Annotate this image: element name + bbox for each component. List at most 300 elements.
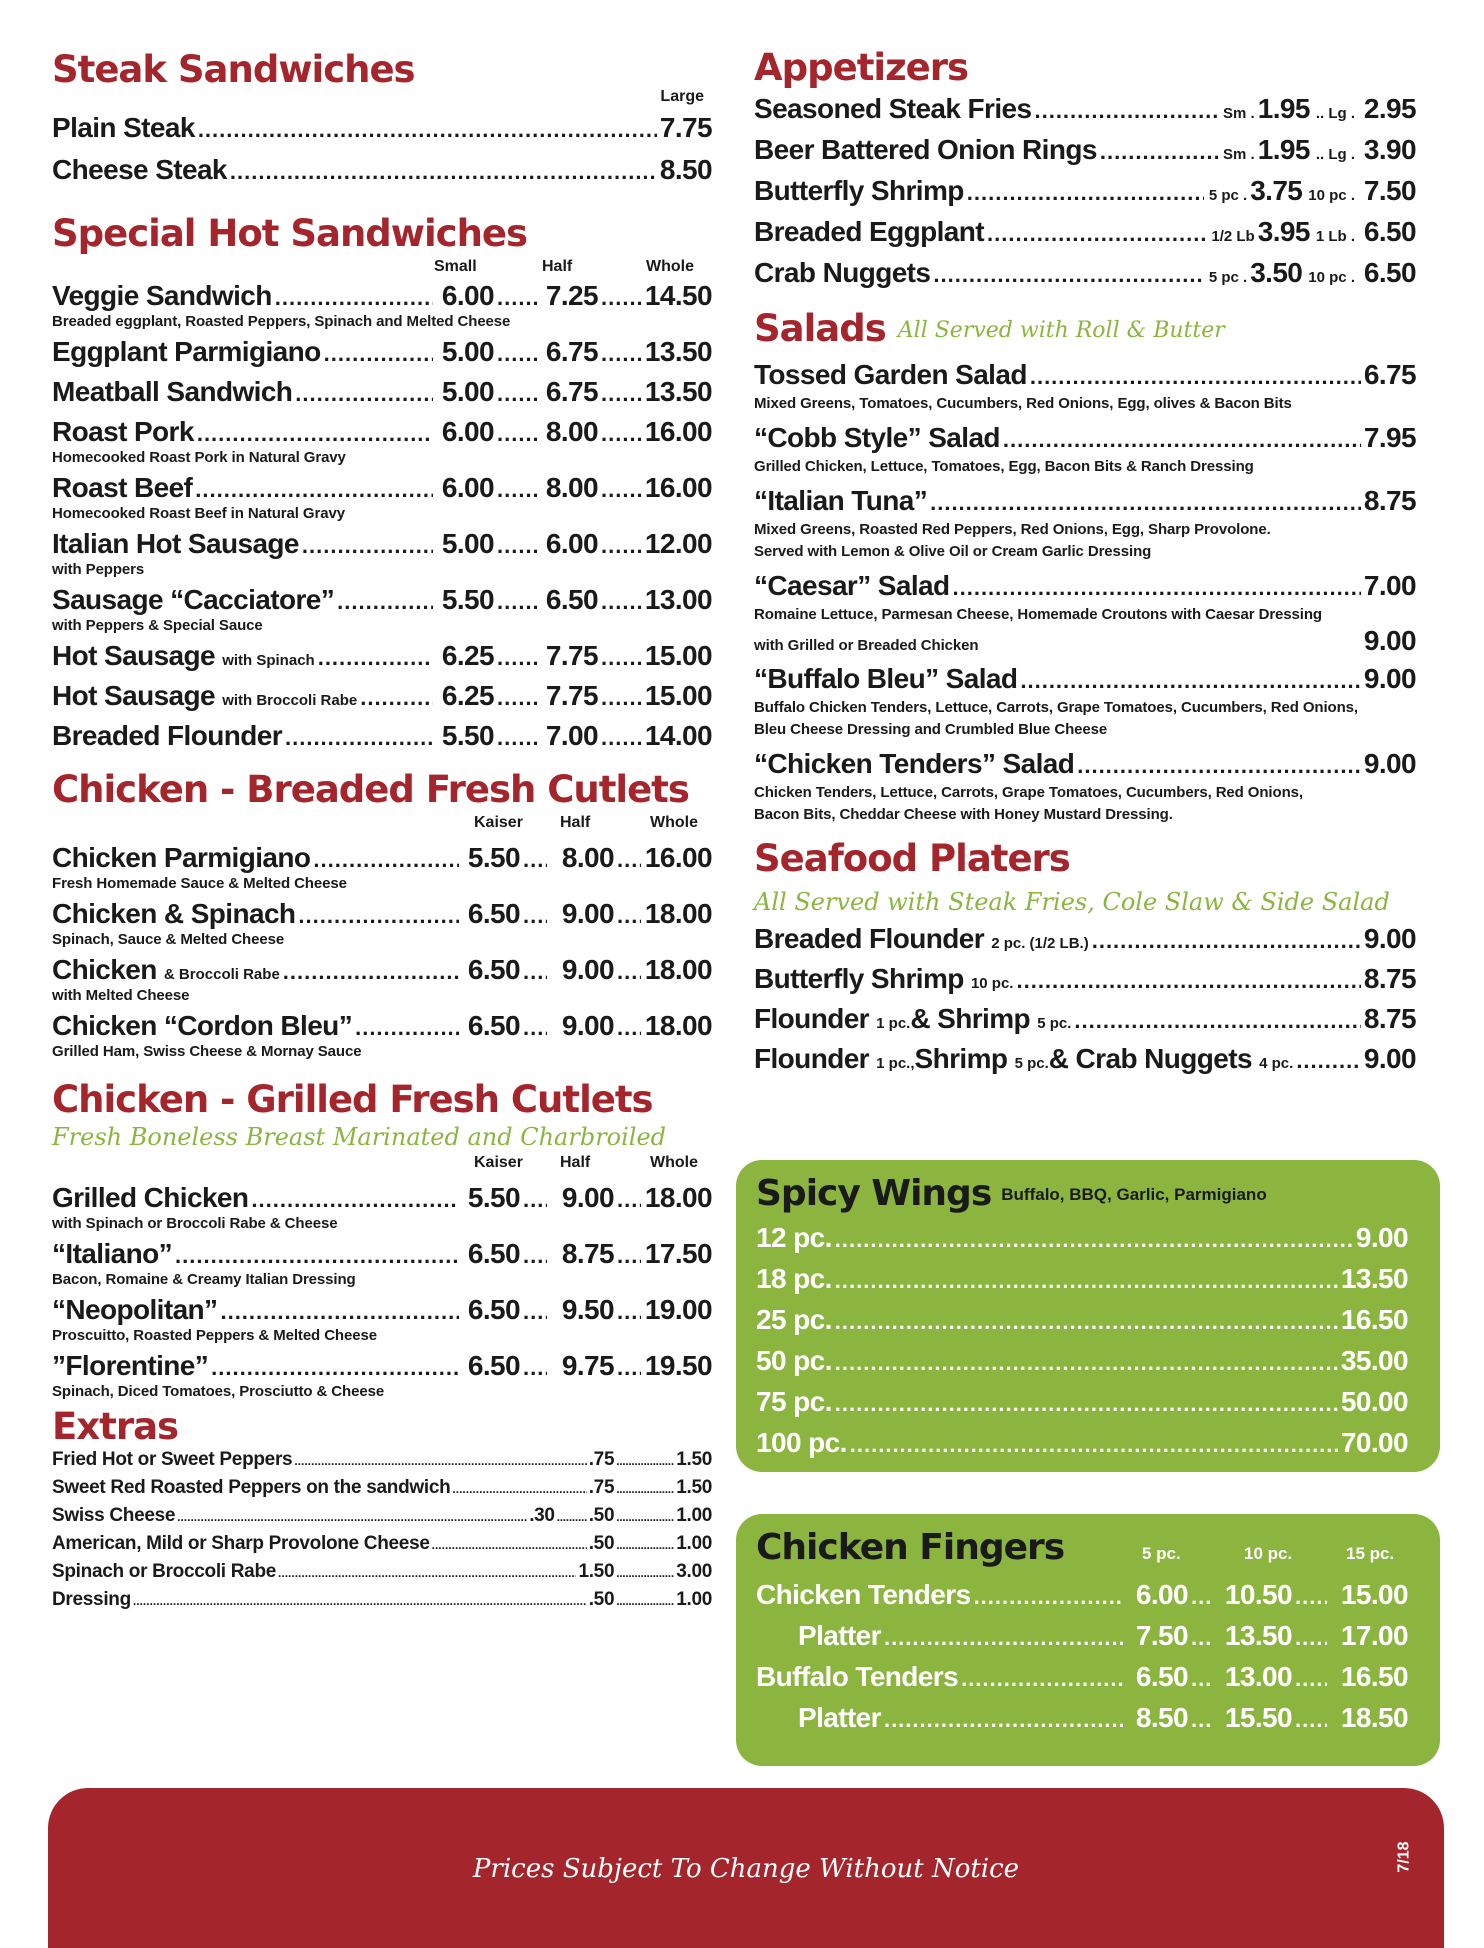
item-description: Grilled Chicken, Lettuce, Tomatoes, Egg, Bacon Bits & Ranch Dressing [754, 458, 1254, 475]
header-5pc: 5 pc. [1142, 1544, 1181, 1563]
menu-item [754, 921, 1416, 957]
item-price: 9.00 [1363, 1043, 1416, 1074]
salad-items [754, 357, 1416, 825]
wing-price: 16.50 [1340, 1304, 1408, 1335]
menu-item [754, 1001, 1416, 1037]
panel-title [756, 1526, 1408, 1570]
header-whole: Whole [650, 814, 698, 831]
item-description: Mixed Greens, Roasted Red Peppers, Red Onions, Egg, Sharp Provolone. [754, 521, 1271, 538]
section-title: Chicken - Grilled Fresh Cutlets [52, 1078, 653, 1121]
menu-item [754, 252, 1416, 293]
seafood-section [754, 837, 1416, 1077]
hot-items [52, 278, 712, 758]
breaded-items [52, 840, 712, 1062]
item-name: “Neopolitan” [52, 1294, 218, 1325]
item-name: Breaded Eggplant [754, 216, 984, 247]
wing-item [756, 1258, 1408, 1299]
section-title: Appetizers [754, 46, 968, 89]
price-5pc: 6.00 [1135, 1579, 1188, 1610]
header-small: Small [434, 258, 477, 275]
item-name: Cheese Steak [52, 154, 227, 185]
price-2: 7.00 [545, 720, 598, 751]
wing-item [756, 1299, 1408, 1340]
price-1: .50 [588, 1589, 615, 1610]
item-name: Chicken & Spinach [52, 898, 296, 929]
price-1: 6.00 [441, 280, 494, 311]
footer-note: Prices Subject To Change Without Notice [472, 1854, 1020, 1884]
menu-item [52, 152, 712, 188]
price-5pc: 6.50 [1135, 1661, 1188, 1692]
menu-item [52, 374, 712, 410]
item-price: 6.75 [1363, 359, 1416, 390]
footer-banner [48, 1788, 1444, 1948]
price-2: 1.50 [676, 1449, 712, 1470]
item-description: Fresh Homemade Sauce & Melted Cheese [52, 875, 347, 892]
size-label-1: 5 pc . [1208, 187, 1248, 204]
price-2: 6.75 [545, 376, 598, 407]
price-3: 16.00 [644, 416, 712, 447]
finger-item [756, 1615, 1408, 1656]
price-5pc: 7.50 [1135, 1620, 1188, 1651]
price-2: 2.95 [1363, 93, 1416, 124]
finger-item [756, 1574, 1408, 1615]
wing-price: 35.00 [1340, 1345, 1408, 1376]
menu-item [754, 170, 1416, 211]
extra-item [52, 1558, 712, 1586]
section-title: Steak Sandwiches [52, 48, 415, 91]
price-3: 19.50 [644, 1350, 712, 1381]
price-3: 18.00 [644, 954, 712, 985]
column-headers [52, 256, 712, 278]
item-name: Flounder [754, 1043, 869, 1074]
price-2: 7.75 [545, 680, 598, 711]
price-15pc: 18.50 [1340, 1702, 1408, 1733]
price-10pc: 13.00 [1224, 1661, 1292, 1692]
menu-item [754, 568, 1416, 604]
special-hot-sandwiches-section [52, 212, 712, 758]
wing-item [756, 1217, 1408, 1258]
size-label-2: 1 Lb . [1315, 228, 1355, 245]
menu-item [754, 961, 1416, 997]
item-name: Roast Pork [52, 416, 194, 447]
item-name: ”Florentine” [52, 1350, 209, 1381]
price-3: 13.50 [644, 336, 712, 367]
wing-qty: 12 pc. [756, 1222, 832, 1253]
item-name: Veggie Sandwich [52, 280, 272, 311]
item-name: Chicken Tenders [756, 1579, 971, 1610]
item-name: Hot Sausage [52, 680, 215, 711]
price-1: 1.95 [1257, 134, 1310, 165]
item-name: Spinach or Broccoli Rabe [52, 1561, 277, 1582]
item-price: 8.75 [1363, 1003, 1416, 1034]
wing-items [756, 1217, 1408, 1463]
price-2: 1.00 [676, 1589, 712, 1610]
item-description: Proscuitto, Roasted Peppers & Melted Cheese [52, 1327, 377, 1344]
header-kaiser: Kaiser [474, 1154, 523, 1171]
item-note: 5 pc. [1037, 1015, 1072, 1032]
menu-item [52, 952, 712, 988]
item-name: & Crab Nuggets [1048, 1043, 1252, 1074]
item-description: Homecooked Roast Beef in Natural Gravy [52, 505, 345, 522]
item-name: Sausage “Cacciatore” [52, 584, 335, 615]
header-half: Half [560, 814, 591, 831]
menu-item [52, 1348, 712, 1384]
wing-qty: 75 pc. [756, 1386, 832, 1417]
menu-item [52, 840, 712, 876]
section-title: Special Hot Sandwiches [52, 212, 528, 255]
price-2: 8.00 [545, 416, 598, 447]
header-kaiser: Kaiser [474, 814, 523, 831]
price-1: 5.50 [441, 584, 494, 615]
price-2: 7.50 [1363, 175, 1416, 206]
wing-price: 50.00 [1340, 1386, 1408, 1417]
item-description: Romaine Lettuce, Parmesan Cheese, Homemade Croutons with Caesar Dressing [754, 606, 1322, 623]
header-half: Half [542, 258, 573, 275]
section-title: Extras [52, 1405, 179, 1448]
extras-section [52, 1405, 712, 1614]
price-15pc: 15.00 [1340, 1579, 1408, 1610]
item-name: Crab Nuggets [754, 257, 931, 288]
menu-item [52, 582, 712, 618]
item-name: Butterfly Shrimp [754, 175, 964, 206]
price-2: 6.50 [545, 584, 598, 615]
item-description: Breaded eggplant, Roasted Peppers, Spinach and Melted Cheese [52, 313, 511, 330]
extra-item [52, 1530, 712, 1558]
item-name: Sweet Red Roasted Peppers on the sandwich [52, 1477, 451, 1498]
menu-item [754, 661, 1416, 697]
item-name: Italian Hot Sausage [52, 528, 299, 559]
chicken-fingers-panel [736, 1514, 1440, 1766]
menu-item [754, 1041, 1416, 1077]
spicy-wings-panel [736, 1160, 1440, 1472]
menu-item [754, 88, 1416, 129]
item-description: Chicken Tenders, Lettuce, Carrots, Grape Tomatoes, Cucumbers, Red Onions, [754, 784, 1303, 801]
menu-item [52, 1180, 712, 1216]
price-2: 8.75 [561, 1238, 614, 1269]
wing-qty: 100 pc. [756, 1427, 847, 1458]
addon-description: with Grilled or Breaded Chicken [754, 637, 979, 654]
wing-item [756, 1340, 1408, 1381]
item-name: Swiss Cheese [52, 1505, 176, 1526]
size-label-2: 10 pc . [1308, 269, 1355, 286]
menu-item [754, 746, 1416, 782]
price-2: 6.75 [545, 336, 598, 367]
price-2: 6.50 [1363, 257, 1416, 288]
price-2: 9.00 [561, 898, 614, 929]
item-description: Bleu Cheese Dressing and Crumbled Blue Cheese [754, 721, 1108, 738]
menu-item [754, 420, 1416, 456]
price-3: 17.50 [644, 1238, 712, 1269]
item-name: Buffalo Tenders [756, 1661, 959, 1692]
salads-title: Salads [754, 307, 886, 350]
item-name: Eggplant Parmigiano [52, 336, 321, 367]
header-whole: Whole [650, 1154, 698, 1171]
item-description: Spinach, Diced Tomatoes, Prosciutto & Cheese [52, 1383, 385, 1400]
section-subtitle: Fresh Boneless Breast Marinated and Charbroiled [52, 1123, 667, 1151]
price-15pc: 16.50 [1340, 1661, 1408, 1692]
item-price: 9.00 [1363, 923, 1416, 954]
appetizer-items [754, 88, 1416, 293]
item-price: 9.00 [1363, 663, 1416, 694]
price-1: 5.00 [441, 528, 494, 559]
price-1: .75 [588, 1449, 615, 1470]
item-name: Chicken [52, 954, 157, 985]
item-price: 7.75 [659, 112, 712, 143]
item-name: Breaded Flounder [52, 720, 282, 751]
item-name: Platter [798, 1702, 881, 1733]
price-1: 5.00 [441, 336, 494, 367]
item-note: 5 pc. [1014, 1055, 1049, 1072]
price-1: 1.95 [1257, 93, 1310, 124]
size-label-1: Sm . [1223, 105, 1255, 122]
menu-item [754, 211, 1416, 252]
panel-title [756, 1172, 1408, 1217]
item-name: “Caesar” Salad [754, 570, 950, 601]
item-name: Meatball Sandwich [52, 376, 293, 407]
price-3: 18.00 [644, 1010, 712, 1041]
price-10pc: 15.50 [1224, 1702, 1292, 1733]
item-note: 1 pc., [876, 1055, 915, 1072]
item-description: Homecooked Roast Pork in Natural Gravy [52, 449, 346, 466]
price-3: 19.00 [644, 1294, 712, 1325]
item-name: Butterfly Shrimp [754, 963, 964, 994]
price-3: 13.00 [644, 584, 712, 615]
price-2: 9.00 [561, 1182, 614, 1213]
price-1: 5.50 [441, 720, 494, 751]
price-2: 9.00 [561, 954, 614, 985]
price-1: 6.00 [441, 416, 494, 447]
item-description: with Peppers & Special Sauce [52, 617, 263, 634]
item-note: 10 pc. [970, 975, 1014, 992]
price-2: 1.00 [676, 1533, 712, 1554]
menu-item [754, 129, 1416, 170]
item-description: Bacon Bits, Cheddar Cheese with Honey Mustard Dressing. [754, 806, 1173, 823]
wing-qty: 25 pc. [756, 1304, 832, 1335]
wing-qty: 50 pc. [756, 1345, 832, 1376]
item-description: with Melted Cheese [52, 987, 190, 1004]
wing-item [756, 1422, 1408, 1463]
item-name: Hot Sausage [52, 640, 215, 671]
size-label-2: .. Lg . [1315, 146, 1355, 163]
price-2: 1.00 [676, 1505, 712, 1526]
price-1: 6.50 [467, 954, 520, 985]
extra-item [52, 1474, 712, 1502]
item-note: with Broccoli Rabe [222, 692, 358, 709]
menu-item [52, 718, 712, 754]
menu-item [52, 1236, 712, 1272]
item-name: Roast Beef [52, 472, 193, 503]
item-name: Fried Hot or Sweet Peppers [52, 1449, 293, 1470]
item-name: Grilled Chicken [52, 1182, 249, 1213]
price-1: .50 [588, 1533, 615, 1554]
item-name: Breaded Flounder [754, 923, 984, 954]
price-2: 1.50 [676, 1477, 712, 1498]
price-1: 6.50 [467, 1294, 520, 1325]
price-2: 3.90 [1363, 134, 1416, 165]
menu-item [52, 414, 712, 450]
price-1: 3.75 [1250, 175, 1303, 206]
wing-item [756, 1381, 1408, 1422]
column-headers [52, 1152, 712, 1174]
item-description: Served with Lemon & Olive Oil or Cream Garlic Dressing [754, 543, 1152, 560]
price-1: 5.00 [441, 376, 494, 407]
item-description: Spinach, Sauce & Melted Cheese [52, 931, 285, 948]
menu-item [52, 638, 712, 674]
price-3: 18.00 [644, 1182, 712, 1213]
column-headers [52, 88, 712, 110]
left-column [52, 48, 712, 1614]
price-2: 7.25 [545, 280, 598, 311]
price-2: 8.00 [561, 842, 614, 873]
column-headers [52, 812, 712, 834]
item-name: Beer Battered Onion Rings [754, 134, 1097, 165]
item-note: with Spinach [222, 652, 315, 669]
price-1: .50 [588, 1505, 615, 1526]
section-title [754, 307, 1416, 351]
addon-price: 9.00 [1363, 625, 1416, 656]
grilled-items [52, 1180, 712, 1402]
price-5pc: 8.50 [1135, 1702, 1188, 1733]
menu-item [52, 334, 712, 370]
price-1: .75 [588, 1477, 615, 1498]
wing-price: 13.50 [1340, 1263, 1408, 1294]
item-description: Mixed Greens, Tomatoes, Cucumbers, Red Onions, Egg, olives & Bacon Bits [754, 395, 1292, 412]
size-label-1: 5 pc . [1208, 269, 1248, 286]
price-3: 14.50 [644, 280, 712, 311]
finger-items [756, 1574, 1408, 1738]
item-name: Platter [798, 1620, 881, 1651]
extras-items [52, 1446, 712, 1614]
item-name: “Chicken Tenders” Salad [754, 748, 1075, 779]
price-1: 6.50 [467, 1238, 520, 1269]
price-2: 8.00 [545, 472, 598, 503]
size-label-2: 10 pc . [1308, 187, 1355, 204]
finger-item [756, 1697, 1408, 1738]
item-name: & Shrimp [910, 1003, 1030, 1034]
item-price: 8.75 [1363, 963, 1416, 994]
section-subtitle: All Served with Roll & Butter [897, 317, 1225, 343]
price-3: 12.00 [644, 528, 712, 559]
price-3: 14.00 [644, 720, 712, 751]
breaded-cutlets-section [52, 768, 712, 1062]
header-whole: Whole [646, 258, 694, 275]
price-1: 6.50 [467, 1010, 520, 1041]
size-label-1: Sm . [1223, 146, 1255, 163]
menu-item [52, 110, 712, 146]
price-3: 16.00 [644, 842, 712, 873]
price-1: 3.95 [1257, 216, 1310, 247]
price-1: 6.50 [467, 1350, 520, 1381]
item-name: Seasoned Steak Fries [754, 93, 1032, 124]
menu-item [754, 357, 1416, 393]
item-note: 4 pc. [1259, 1055, 1294, 1072]
item-name: “Italiano” [52, 1238, 173, 1269]
price-10pc: 13.50 [1224, 1620, 1292, 1651]
item-name: American, Mild or Sharp Provolone Cheese [52, 1533, 430, 1554]
header-15pc: 15 pc. [1346, 1544, 1395, 1563]
item-name: Shrimp [914, 1043, 1008, 1074]
item-description: with Spinach or Broccoli Rabe & Cheese [52, 1215, 338, 1232]
salads-section [754, 307, 1416, 825]
price-2: 9.75 [561, 1350, 614, 1381]
size-label-2: .. Lg . [1315, 105, 1355, 122]
price-1: 5.50 [467, 1182, 520, 1213]
price-1: 3.50 [1250, 257, 1303, 288]
menu-item [52, 678, 712, 714]
header-large: Large [660, 88, 704, 105]
menu-item [754, 483, 1416, 519]
item-name: “Italian Tuna” [754, 485, 928, 516]
item-price: 7.00 [1363, 570, 1416, 601]
item-name: Flounder [754, 1003, 869, 1034]
price-1: 6.00 [441, 472, 494, 503]
section-title: Seafood Platers [754, 837, 1070, 880]
footer-code: 7/18 [1395, 1841, 1413, 1873]
price-2: 6.50 [1363, 216, 1416, 247]
finger-item [756, 1656, 1408, 1697]
price-3: 18.00 [644, 898, 712, 929]
item-name: Plain Steak [52, 112, 195, 143]
wing-price: 9.00 [1355, 1222, 1408, 1253]
menu-item [52, 1008, 712, 1044]
price-1: 5.50 [467, 842, 520, 873]
wing-price: 70.00 [1340, 1427, 1408, 1458]
fingers-title: Chicken Fingers [756, 1527, 1065, 1568]
wing-qty: 18 pc. [756, 1263, 832, 1294]
item-description: Buffalo Chicken Tenders, Lettuce, Carrots, Grape Tomatoes, Cucumbers, Red Onions, [754, 699, 1358, 716]
wings-flavors: Buffalo, BBQ, Garlic, Parmigiano [1001, 1185, 1267, 1204]
right-column [754, 48, 1416, 1077]
menu-item [52, 470, 712, 506]
price-3: 16.00 [644, 472, 712, 503]
item-name: Tossed Garden Salad [754, 359, 1027, 390]
wings-title: Spicy Wings [756, 1173, 992, 1214]
size-label-1: 1/2 Lb [1211, 228, 1255, 245]
header-10pc: 10 pc. [1244, 1544, 1293, 1563]
price-2: 6.00 [545, 528, 598, 559]
extra-item [52, 1586, 712, 1614]
extra-item [52, 1502, 712, 1530]
item-name: “Buffalo Bleu” Salad [754, 663, 1018, 694]
item-price: 7.95 [1363, 422, 1416, 453]
extra-item [52, 1446, 712, 1474]
price-3: 15.00 [644, 640, 712, 671]
menu-item [52, 1292, 712, 1328]
price-3: 15.00 [644, 680, 712, 711]
item-price: 8.50 [659, 154, 712, 185]
price-2: 7.75 [545, 640, 598, 671]
grilled-cutlets-section [52, 1078, 712, 1402]
menu-item [52, 278, 712, 314]
item-note: 1 pc. [876, 1015, 911, 1032]
menu-item-addon [754, 627, 1416, 655]
item-description: with Peppers [52, 561, 145, 578]
price-1: 6.50 [467, 898, 520, 929]
price-2: 9.50 [561, 1294, 614, 1325]
item-note: & Broccoli Rabe [163, 966, 280, 983]
menu-item [52, 896, 712, 932]
price-2: 3.00 [676, 1561, 712, 1582]
appetizers-section [754, 48, 1416, 293]
item-name: “Cobb Style” Salad [754, 422, 1000, 453]
item-price: 8.75 [1363, 485, 1416, 516]
item-description: Grilled Ham, Swiss Cheese & Mornay Sauce [52, 1043, 362, 1060]
item-price: 9.00 [1363, 748, 1416, 779]
item-name: Chicken “Cordon Bleu” [52, 1010, 353, 1041]
price-3: 13.50 [644, 376, 712, 407]
price-1: 6.25 [441, 640, 494, 671]
header-half: Half [560, 1154, 591, 1171]
